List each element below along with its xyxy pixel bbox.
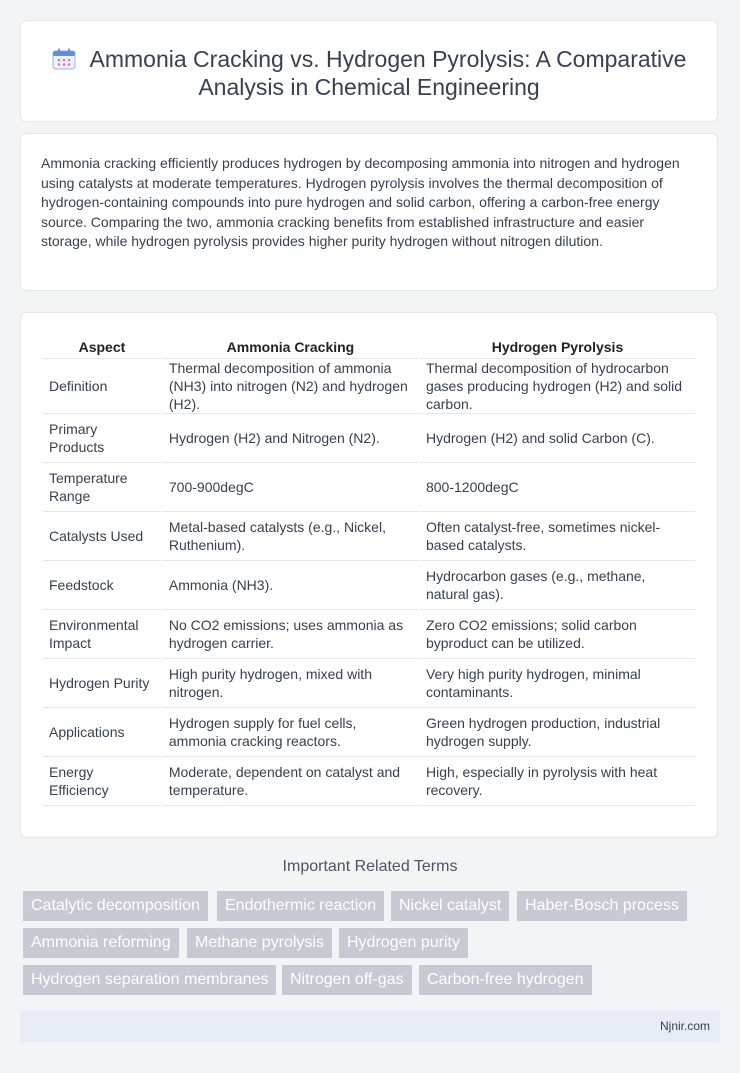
row-ammonia: Ammonia (NH3). [163,561,418,610]
footer-site[interactable]: Njnir.com [659,1019,710,1033]
table-row [43,512,695,561]
row-pyrolysis: Hydrocarbon gases (e.g., methane, natural gas). [420,561,695,610]
row-aspect: Energy Efficiency [43,757,161,806]
table-row [43,414,695,463]
row-ammonia: High purity hydrogen, mixed with nitrogen. [163,659,418,708]
table-row [43,463,695,512]
table-row [43,359,695,414]
row-pyrolysis: Green hydrogen production, industrial hydrogen supply. [420,708,695,757]
row-pyrolysis: Hydrogen (H2) and solid Carbon (C). [420,414,695,463]
title-text: Ammonia Cracking vs. Hydrogen Pyrolysis: A Comparative Analysis in Chemical Engineering [89,46,687,100]
page-title [21,45,717,101]
row-aspect: Catalysts Used [43,512,161,561]
tag-carbon-free-hydrogen[interactable]: Carbon-free hydrogen [419,965,592,995]
row-aspect: Environmental Impact [43,610,161,659]
row-pyrolysis: Often catalyst-free, sometimes nickel-based catalysts. [420,512,695,561]
row-aspect: Temperature Range [43,463,161,512]
header-ammonia-cracking: Ammonia Cracking [163,334,418,359]
table-row [43,561,695,610]
table-row [43,708,695,757]
tag-nitrogen-off-gas[interactable]: Nitrogen off-gas [282,965,412,995]
row-ammonia: Thermal decomposition of ammonia (NH3) into nitrogen (N2) and hydrogen (H2). [163,359,418,414]
tag-hydrogen-purity[interactable]: Hydrogen purity [339,928,468,958]
tag-methane-pyrolysis[interactable]: Methane pyrolysis [187,928,332,958]
table-row [43,610,695,659]
header-hydrogen-pyrolysis: Hydrogen Pyrolysis [420,334,695,359]
row-ammonia: No CO2 emissions; uses ammonia as hydrogen carrier. [163,610,418,659]
comparison-table [41,334,697,806]
footer [20,1010,720,1042]
row-aspect: Definition [43,359,161,414]
title-card [20,20,718,122]
row-aspect: Hydrogen Purity [43,659,161,708]
intro-paragraph: Ammonia cracking efficiently produces hydrogen by decomposing ammonia into nitrogen and hydrogen using catalysts at moderate temperatures. Hydrogen pyrolysis involves the thermal decomposition of hydrogen-containing compounds into pure hydrogen and solid carbon, offering a carbon-free energy source. Comparing the two, ammonia cracking benefits from established infrastructure and easier storage, while hydrogen pyrolysis provides higher purity hydrogen without nitrogen dilution. [41,155,680,250]
calendar-icon [52,48,76,70]
row-aspect: Feedstock [43,561,161,610]
table-row [43,757,695,806]
comparison-card [20,312,718,838]
tag-endothermic-reaction[interactable]: Endothermic reaction [217,891,384,921]
row-pyrolysis: 800-1200degC [420,463,695,512]
tag-nickel-catalyst[interactable]: Nickel catalyst [391,891,509,921]
tag-catalytic-decomposition[interactable]: Catalytic decomposition [23,891,208,921]
tag-haber-bosch-process[interactable]: Haber-Bosch process [517,891,687,921]
row-ammonia: Moderate, dependent on catalyst and temperature. [163,757,418,806]
row-pyrolysis: High, especially in pyrolysis with heat recovery. [420,757,695,806]
header-aspect: Aspect [43,334,161,359]
row-pyrolysis: Zero CO2 emissions; solid carbon byproduct can be utilized. [420,610,695,659]
table-row [43,659,695,708]
row-pyrolysis: Thermal decomposition of hydrocarbon gases producing hydrogen (H2) and solid carbon. [420,359,695,414]
tag-hydrogen-separation-membranes[interactable]: Hydrogen separation membranes [23,965,276,995]
intro-card [20,133,718,291]
row-ammonia: Hydrogen supply for fuel cells, ammonia cracking reactors. [163,708,418,757]
related-terms-title: Important Related Terms [282,858,458,875]
row-ammonia: Metal-based catalysts (e.g., Nickel, Ruthenium). [163,512,418,561]
table-header-row [43,334,695,359]
row-ammonia: 700-900degC [163,463,418,512]
row-ammonia: Hydrogen (H2) and Nitrogen (N2). [163,414,418,463]
tag-ammonia-reforming[interactable]: Ammonia reforming [23,928,179,958]
row-aspect: Primary Products [43,414,161,463]
row-aspect: Applications [43,708,161,757]
row-pyrolysis: Very high purity hydrogen, minimal contaminants. [420,659,695,708]
